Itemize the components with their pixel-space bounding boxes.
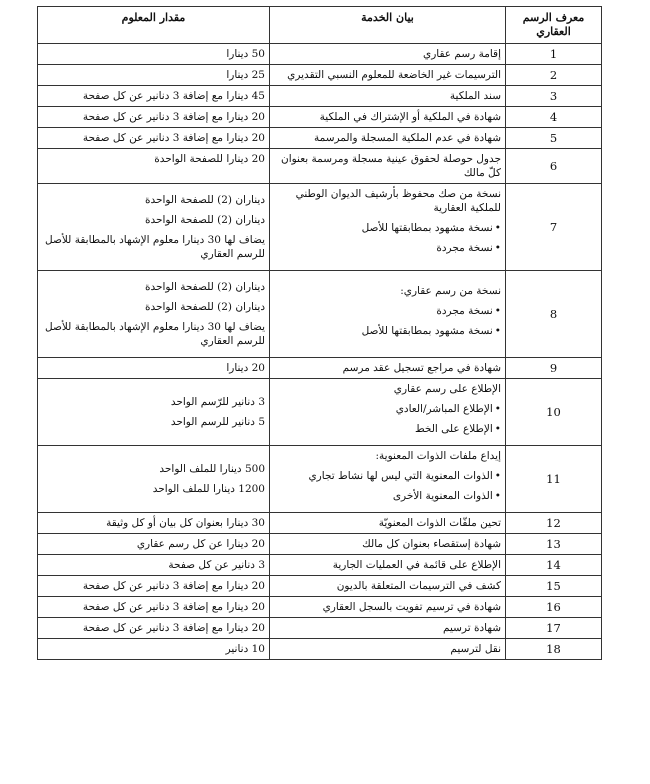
table-row bbox=[38, 358, 602, 379]
row-service: الإطلاع على قائمة في العمليات الجارية bbox=[270, 555, 506, 576]
header-row bbox=[38, 7, 602, 44]
header-service: بيان الخدمة bbox=[270, 7, 506, 44]
row-id: 18 bbox=[506, 639, 602, 660]
row-fee: 20 دينارا للصفحة الواحدة bbox=[38, 149, 270, 184]
service-title: نسخة من صك محفوظ بأرشيف الديوان الوطني للملكية العقارية bbox=[295, 188, 501, 214]
fee-line: ديناران (2) للصفحة الواحدة bbox=[144, 214, 265, 226]
row-id: 4 bbox=[506, 107, 602, 128]
row-id: 10 bbox=[506, 379, 602, 446]
row-fee: 20 دينارا مع إضافة 3 دنانير عن كل صفحة bbox=[38, 597, 270, 618]
row-service: شهادة ترسيم bbox=[270, 618, 506, 639]
row-fee: 20 دينارا مع إضافة 3 دنانير عن كل صفحة bbox=[38, 576, 270, 597]
row-id: 9 bbox=[506, 358, 602, 379]
service-item: • نسخة مجردة bbox=[274, 241, 501, 255]
row-id: 16 bbox=[506, 597, 602, 618]
row-service: كشف في الترسيمات المتعلقة بالديون bbox=[270, 576, 506, 597]
fee-table bbox=[37, 6, 602, 660]
row-service bbox=[270, 271, 506, 358]
fee-line: 3 دنانير للرّسم الواحد bbox=[170, 396, 265, 408]
row-service: شهادة في الملكية أو الإشتراك في الملكية bbox=[270, 107, 506, 128]
row-id: 6 bbox=[506, 149, 602, 184]
row-service: تحين ملفّات الذوات المعنويّة bbox=[270, 513, 506, 534]
table-row bbox=[38, 513, 602, 534]
row-fee: 20 دينارا مع إضافة 3 دنانير عن كل صفحة bbox=[38, 618, 270, 639]
table-row bbox=[38, 271, 602, 358]
row-service: شهادة في ترسيم تفويت بالسجل العقاري bbox=[270, 597, 506, 618]
row-service: شهادة في عدم الملكية المسجلة والمرسمة bbox=[270, 128, 506, 149]
table-row bbox=[38, 555, 602, 576]
row-id: 8 bbox=[506, 271, 602, 358]
row-service bbox=[270, 184, 506, 271]
fee-line: يضاف لها 30 دينارا معلوم الإشهاد بالمطابقة للأصل للرسم العقاري bbox=[45, 234, 265, 260]
row-fee: 20 دينارا مع إضافة 3 دنانير عن كل صفحة bbox=[38, 107, 270, 128]
fee-line: يضاف لها 30 دينارا معلوم الإشهاد بالمطابقة للأصل للرسم العقاري bbox=[45, 321, 265, 347]
row-service: شهادة في مراجع تسجيل عقد مرسم bbox=[270, 358, 506, 379]
fee-line: 1200 دينارا للملف الواحد bbox=[152, 483, 265, 495]
table-row bbox=[38, 379, 602, 446]
fee-line: 500 دينارا للملف الواحد bbox=[159, 463, 265, 475]
row-fee: 20 دينارا bbox=[38, 358, 270, 379]
row-fee bbox=[38, 184, 270, 271]
row-fee bbox=[38, 446, 270, 513]
service-title: الإطلاع على رسم عقاري bbox=[393, 383, 501, 395]
row-service: سند الملكية bbox=[270, 86, 506, 107]
row-fee: 10 دنانير bbox=[38, 639, 270, 660]
row-fee: 25 دينارا bbox=[38, 65, 270, 86]
row-fee: 20 دينارا عن كل رسم عقاري bbox=[38, 534, 270, 555]
row-id: 5 bbox=[506, 128, 602, 149]
row-id: 7 bbox=[506, 184, 602, 271]
row-fee: 3 دنانير عن كل صفحة bbox=[38, 555, 270, 576]
table-row bbox=[38, 107, 602, 128]
table-row bbox=[38, 446, 602, 513]
row-fee: 30 دينارا بعنوان كل بيان أو كل وثيقة bbox=[38, 513, 270, 534]
row-id: 14 bbox=[506, 555, 602, 576]
table-row bbox=[38, 65, 602, 86]
row-id: 3 bbox=[506, 86, 602, 107]
service-item: • نسخة مشهود بمطابقتها للأصل bbox=[274, 221, 501, 235]
fee-line: ديناران (2) للصفحة الواحدة bbox=[144, 194, 265, 206]
fee-line: ديناران (2) للصفحة الواحدة bbox=[144, 281, 265, 293]
row-id: 1 bbox=[506, 44, 602, 65]
row-id: 12 bbox=[506, 513, 602, 534]
row-fee: 45 دينارا مع إضافة 3 دنانير عن كل صفحة bbox=[38, 86, 270, 107]
row-service bbox=[270, 446, 506, 513]
table-row bbox=[38, 128, 602, 149]
row-service bbox=[270, 379, 506, 446]
table-row bbox=[38, 44, 602, 65]
fee-schedule-document bbox=[38, 6, 602, 660]
row-id: 15 bbox=[506, 576, 602, 597]
service-title: إيداع ملفات الذوات المعنوية: bbox=[375, 450, 501, 462]
row-service: نقل لترسيم bbox=[270, 639, 506, 660]
table-row bbox=[38, 639, 602, 660]
row-fee: 20 دينارا مع إضافة 3 دنانير عن كل صفحة bbox=[38, 128, 270, 149]
row-id: 13 bbox=[506, 534, 602, 555]
row-id: 11 bbox=[506, 446, 602, 513]
service-item: • نسخة مجردة bbox=[274, 304, 501, 318]
service-item: • الذوات المعنوية التي ليس لها نشاط تجاري bbox=[274, 469, 501, 483]
service-title: نسخة من رسم عقاري: bbox=[400, 285, 501, 297]
table-row bbox=[38, 149, 602, 184]
row-fee: 50 دينارا bbox=[38, 44, 270, 65]
row-service: الترسيمات غير الخاضعة للمعلوم النسبي التقديري bbox=[270, 65, 506, 86]
table-row bbox=[38, 576, 602, 597]
header-id: معرف الرسم العقاري bbox=[506, 7, 602, 44]
row-fee bbox=[38, 271, 270, 358]
fee-line: 5 دنانير للرسم الواحد bbox=[170, 416, 265, 428]
service-item: • نسخة مشهود بمطابقتها للأصل bbox=[274, 324, 501, 338]
table-row bbox=[38, 618, 602, 639]
service-item: • الإطلاع المباشر/العادي bbox=[274, 402, 501, 416]
row-service: إقامة رسم عقاري bbox=[270, 44, 506, 65]
fee-line: ديناران (2) للصفحة الواحدة bbox=[144, 301, 265, 313]
row-id: 17 bbox=[506, 618, 602, 639]
table-row bbox=[38, 86, 602, 107]
table-row bbox=[38, 184, 602, 271]
table-row bbox=[38, 597, 602, 618]
table-row bbox=[38, 534, 602, 555]
row-id: 2 bbox=[506, 65, 602, 86]
service-item: • الذوات المعنوية الأخرى bbox=[274, 489, 501, 503]
row-service: جدول حوصلة لحقوق عينية مسجلة ومرسمة بعنوان كلّ مالك bbox=[270, 149, 506, 184]
row-service: شهادة إستقصاء بعنوان كل مالك bbox=[270, 534, 506, 555]
header-fee: مقدار المعلوم bbox=[38, 7, 270, 44]
row-fee bbox=[38, 379, 270, 446]
service-item: • الإطلاع على الخط bbox=[274, 422, 501, 436]
